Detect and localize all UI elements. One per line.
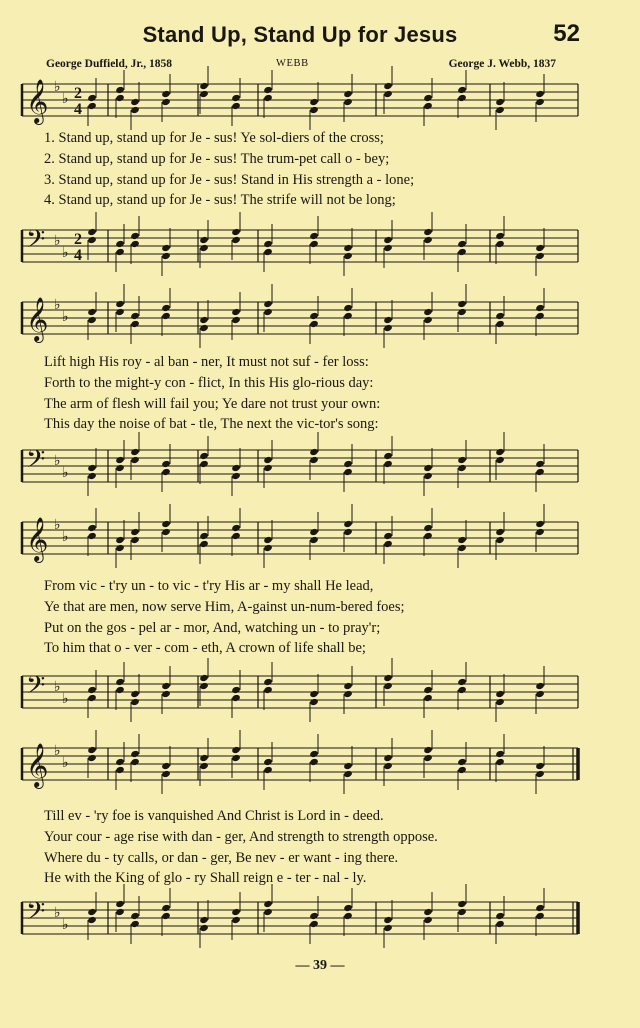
svg-text:♭: ♭ xyxy=(62,755,69,771)
lyricist-credit: George Duffield, Jr., 1858 xyxy=(46,58,173,70)
svg-text:4: 4 xyxy=(74,101,82,118)
verse-block-1 xyxy=(44,128,564,211)
tune-name: WEBB xyxy=(276,58,309,69)
svg-text:♭: ♭ xyxy=(54,79,61,95)
bass-staff-3 xyxy=(0,666,640,726)
verse-line: Forth to the might-y con - flict, In this His glo-rious day: xyxy=(44,374,374,391)
svg-text:♭: ♭ xyxy=(54,905,61,921)
svg-text:𝄢: 𝄢 xyxy=(26,445,46,480)
svg-text:♭: ♭ xyxy=(54,517,61,533)
verse-line: Where du - ty calls, or dan - ger, Be nev - er want - ing there. xyxy=(44,849,399,866)
svg-text:2: 2 xyxy=(74,231,82,248)
verse-line: This day the noise of bat - tle, The next the vic-tor's song: xyxy=(44,416,379,433)
bass-staff-1 xyxy=(0,220,640,280)
svg-text:♭: ♭ xyxy=(62,91,69,107)
svg-text:𝄢: 𝄢 xyxy=(26,897,46,932)
svg-text:4: 4 xyxy=(74,247,82,264)
svg-text:♭: ♭ xyxy=(62,465,69,481)
verse-line: Lift high His roy - al ban - ner, It must not suf - fer loss: xyxy=(44,354,369,370)
verse-line: 3. Stand up, stand up for Je - sus! Stand in His strength a - lone; xyxy=(44,171,415,188)
verse-line: Till ev - 'ry foe is vanquished And Christ is Lord in - deed. xyxy=(44,808,384,824)
svg-text:𝄢: 𝄢 xyxy=(26,671,46,706)
svg-text:♭: ♭ xyxy=(54,679,61,695)
svg-text:♭: ♭ xyxy=(54,743,61,759)
hymn-number: 52 xyxy=(553,20,580,47)
svg-text:2: 2 xyxy=(74,85,82,102)
verse-line: He with the King of glo - ry Shall reign e - ter - nal - ly. xyxy=(44,870,367,887)
verse-block-4 xyxy=(44,806,564,889)
bass-staff-4 xyxy=(0,892,640,952)
verse-line: Your cour - age rise with dan - ger, And strength to strength oppose. xyxy=(44,828,438,845)
verse-line: To him that o - ver - com - eth, A crown of life shall be; xyxy=(44,640,366,657)
treble-staff-2 xyxy=(0,292,640,352)
svg-text:𝄢: 𝄢 xyxy=(26,225,46,260)
page-number: — 39 — xyxy=(295,958,345,973)
treble-staff-1 xyxy=(0,74,640,134)
svg-text:♭: ♭ xyxy=(62,529,69,545)
svg-text:♭: ♭ xyxy=(54,453,61,469)
svg-text:♭: ♭ xyxy=(62,309,69,325)
svg-text:♭: ♭ xyxy=(54,297,61,313)
hymn-title: Stand Up, Stand Up for Jesus xyxy=(142,22,458,47)
svg-text:♭: ♭ xyxy=(62,245,69,261)
svg-text:♭: ♭ xyxy=(62,917,69,933)
svg-text:♭: ♭ xyxy=(62,691,69,707)
svg-text:♭: ♭ xyxy=(54,233,61,249)
verse-line: The arm of flesh will fail you; Ye dare not trust your own: xyxy=(44,395,381,412)
treble-staff-4 xyxy=(0,738,640,798)
verse-line: From vic - t'ry un - to vic - t'ry His ar - my shall He lead, xyxy=(44,578,374,594)
svg-text:𝄞: 𝄞 xyxy=(26,79,49,123)
verse-block-3 xyxy=(44,576,564,659)
verse-line: 1. Stand up, stand up for Je - sus! Ye sol-diers of the cross; xyxy=(44,130,384,146)
verse-line: Ye that are men, now serve Him, A-gainst un-num-bered foes; xyxy=(44,598,405,615)
bass-staff-2 xyxy=(0,440,640,500)
verse-block-2 xyxy=(44,352,564,435)
verse-line: 2. Stand up, stand up for Je - sus! The trum-pet call o - bey; xyxy=(44,150,390,167)
svg-text:𝄞: 𝄞 xyxy=(26,743,49,787)
verse-line: 4. Stand up, stand up for Je - sus! The strife will not be long; xyxy=(44,192,396,209)
svg-text:𝄞: 𝄞 xyxy=(26,517,49,561)
svg-text:𝄞: 𝄞 xyxy=(26,297,49,341)
verse-line: Put on the gos - pel ar - mor, And, watching un - to pray'r; xyxy=(44,619,381,636)
composer-credit: George J. Webb, 1837 xyxy=(448,58,556,70)
treble-staff-3 xyxy=(0,512,640,572)
